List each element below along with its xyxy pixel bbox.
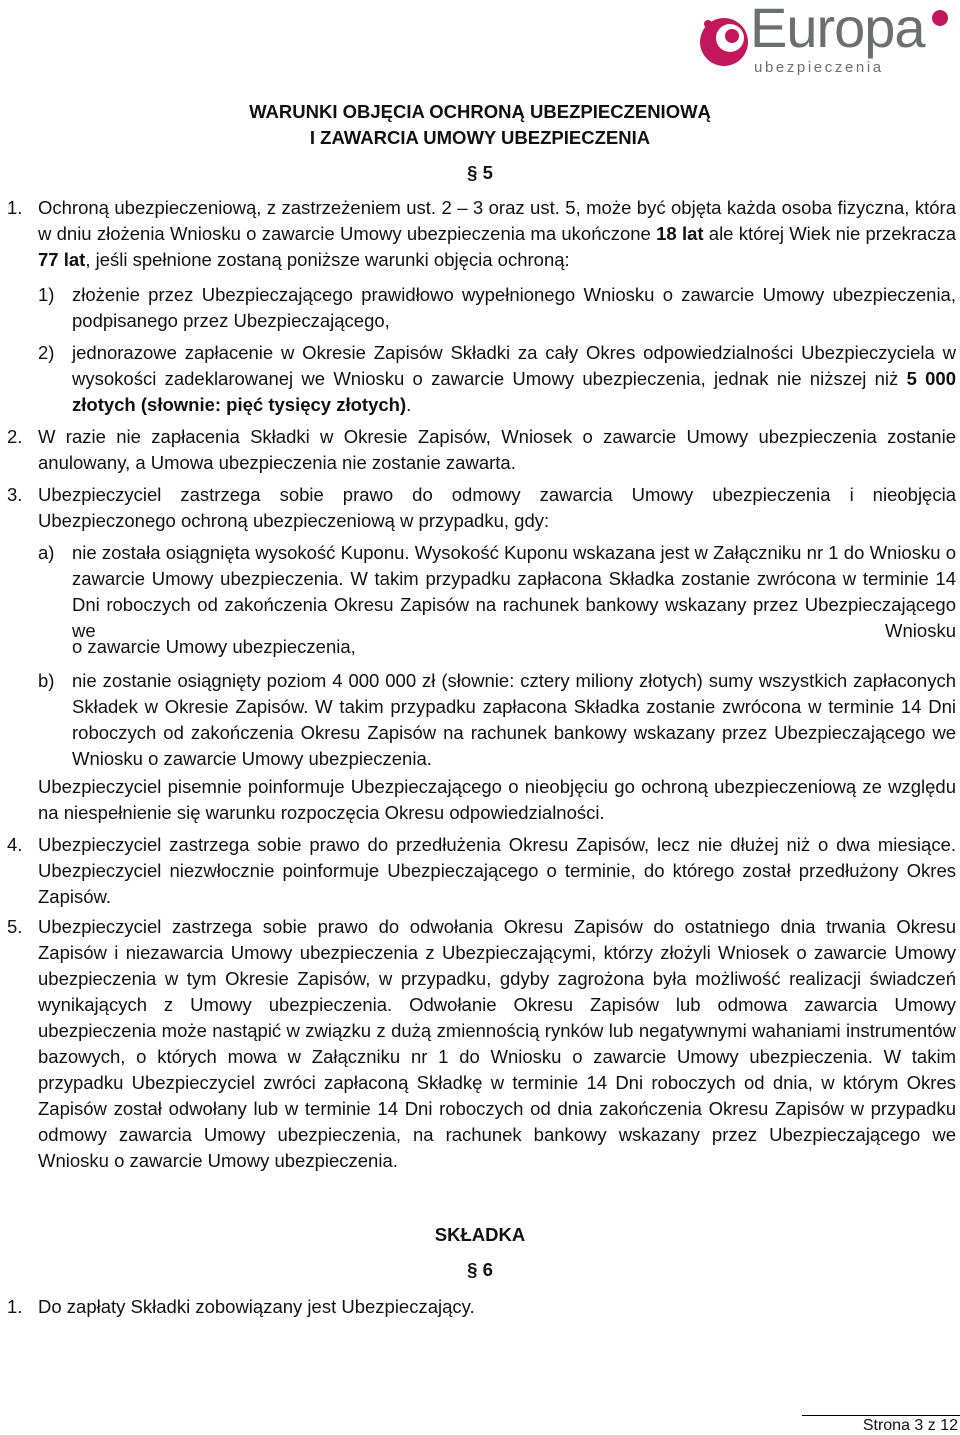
doc-title-line1: WARUNKI OBJĘCIA OCHRONĄ UBEZPIECZENIOWĄ bbox=[249, 101, 711, 122]
s5-p1-text: Ochroną ubezpieczeniową, z zastrzeżeniem ust. 2 – 3 oraz ust. 5, może być objęta każda osoba fizyczna, która w dniu złożenia Wniosku o zawarcie Umowy ubezpieczenia ma ukończone 18 lat ale której Wiek nie przekracza 77 lat, jeśli spełnione zostaną poniższe warunki objęcia ochroną: bbox=[38, 197, 956, 270]
s5-p2-number: 2. bbox=[7, 426, 23, 447]
section-5-number: § 5 bbox=[467, 162, 493, 183]
s5-b-text: nie zostanie osiągnięty poziom 4 000 000 zł (słownie: cztery miliony złotych) sumy wszystkich zapłaconych Składek w Okresie Zapisów. W takim przypadku zapłacona Składka zostanie zwrócona w terminie 14 Dni roboczych od zakończenia Okresu Zapisów na rachunek bankowy wskazany przez Ubezpieczającego we Wniosku o zawarcie Umowy ubezpieczenia. bbox=[72, 670, 956, 769]
section-6-title: SKŁADKA bbox=[434, 1224, 526, 1245]
s5-p4-text: Ubezpieczyciel zastrzega sobie prawo do przedłużenia Okresu Zapisów, lecz nie dłużej niż o dwa miesiące. Ubezpieczyciel niezwłocznie poinformuje Ubezpieczającego o terminie, do którego został przedłużony Okres Zapisów. bbox=[38, 834, 956, 907]
europa-logo-mark-icon bbox=[694, 12, 754, 76]
s5-p5-text: Ubezpieczyciel zastrzega sobie prawo do odwołania Okresu Zapisów do ostatniego dnia trwania Okresu Zapisów i niezawarcia Umowy ubezpieczenia z Ubezpieczającymi, którzy złożyli Wniosek o zawarcie Umowy ubezpieczenia w tym Okresie Zapisów, w przypadku, gdyby zagrożona była możliwość realizacji świadczeń wynikających z Umowy ubezpieczenia. Odwołanie Okresu Zapisów lub odmowa zawarcia Umowy ubezpieczenia może nastąpić w związku z dużą zmiennością rynków lub negatywnymi wahaniami instrumentów bazowych, o których mowa w Załączniku nr 1 do Wniosku o zawarcie Umowy ubezpieczenia. W takim przypadku Ubezpieczyciel zwróci zapłaconą Składkę w terminie 14 Dni roboczych od dnia, w którym Okres Zapisów został odwołany lub w terminie 14 Dni roboczych od dnia zakończenia Okresu Zapisów w przypadku odmowy zawarcia Umowy ubezpieczenia, na rachunek bankowy wskazany przez Ubezpieczającego we Wniosku o zawarcie Umowy ubezpieczenia. bbox=[38, 916, 956, 1171]
doc-title-line2: I ZAWARCIA UMOWY UBEZPIECZENIA bbox=[309, 127, 651, 148]
s5-c2-number: 2) bbox=[38, 342, 55, 363]
section-6-number: § 6 bbox=[467, 1259, 493, 1280]
s6-p1-number: 1. bbox=[7, 1296, 23, 1317]
s5-p4-number: 4. bbox=[7, 834, 23, 855]
logo-subtitle: ubezpieczenia bbox=[754, 59, 884, 76]
s5-c2-text: jednorazowe zapłacenie w Okresie Zapisów Składki za cały Okres odpowiedzialności Ubezpieczyciela w wysokości zadeklarowanej we Wniosku o zawarcie Umowy ubezpieczenia, jednak nie niższej niż 5 000 złotych (słownie: pięć tysięcy złotych). bbox=[72, 342, 956, 415]
s5-p3-number: 3. bbox=[7, 484, 23, 505]
s5-p3-text: Ubezpieczyciel zastrzega sobie prawo do odmowy zawarcia Umowy ubezpieczenia i nieobjęcia Ubezpieczonego ochroną ubezpieczeniową w przypadku, gdy: bbox=[38, 484, 956, 531]
logo-dot-icon bbox=[930, 8, 950, 28]
logo-wordmark: Europa bbox=[750, 0, 925, 59]
s5-a-number: a) bbox=[38, 542, 55, 563]
s5-p2-text: W razie nie zapłacenia Składki w Okresie Zapisów, Wniosek o zawarcie Umowy ubezpieczenia zostanie anulowany, a Umowa ubezpieczenia nie zostanie zawarta. bbox=[38, 426, 956, 473]
s5-a-text-last: o zawarcie Umowy ubezpieczenia, bbox=[72, 636, 356, 657]
page-number: Strona 3 z 12 bbox=[862, 1417, 958, 1434]
s5-p1-number: 1. bbox=[7, 197, 23, 218]
europa-logo bbox=[694, 0, 956, 80]
s5-c1-text: złożenie przez Ubezpieczającego prawidłowo wypełnionego Wniosku o zawarcie Umowy ubezpieczenia, podpisanego przez Ubezpieczającego, bbox=[72, 284, 956, 331]
s6-p1-text: Do zapłaty Składki zobowiązany jest Ubezpieczający. bbox=[38, 1296, 475, 1317]
s5-a-text: nie została osiągnięta wysokość Kuponu. Wysokość Kuponu wskazana jest w Załączniku nr 1 do Wniosku o zawarcie Umowy ubezpieczenia. W takim przypadku zapłacona Składka zostanie zwrócona w terminie 14 Dni roboczych od zakończenia Okresu Zapisów na rachunek bankowy wskazany przez Ubezpieczającego we Wniosku bbox=[72, 542, 956, 641]
s5-p3-after-text: Ubezpieczyciel pisemnie poinformuje Ubezpieczającego o nieobjęciu go ochroną ubezpieczeniową ze względu na niespełnienie się warunku rozpoczęcia Okresu odpowiedzialności. bbox=[38, 776, 956, 823]
footer-divider bbox=[802, 1415, 960, 1416]
s5-p5-number: 5. bbox=[7, 916, 23, 937]
s5-b-number: b) bbox=[38, 670, 55, 691]
s5-c1-number: 1) bbox=[38, 284, 55, 305]
